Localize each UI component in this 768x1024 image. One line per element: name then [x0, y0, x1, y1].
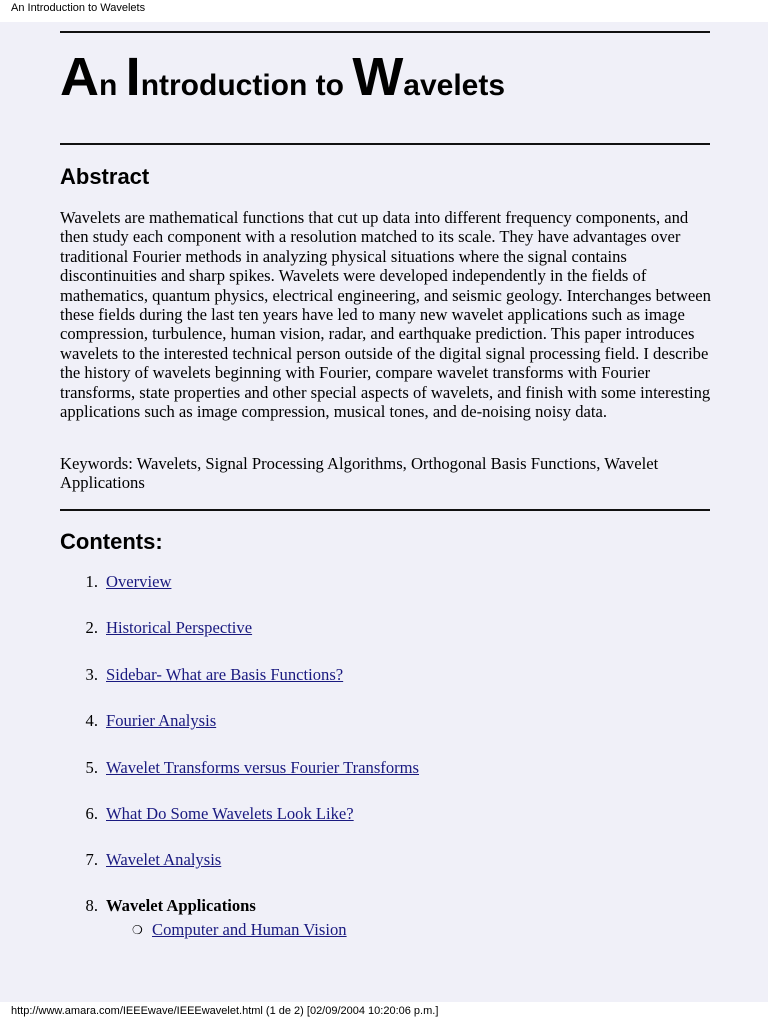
toc-link-computer-human-vision[interactable]: Computer and Human Vision — [152, 920, 347, 939]
toc-item — [60, 572, 171, 592]
toc-item — [60, 665, 343, 685]
toc-number: 6. — [85, 804, 98, 823]
toc-link-overview[interactable]: Overview — [106, 572, 172, 591]
toc-number: 4. — [85, 711, 98, 730]
toc-number: 7. — [85, 850, 98, 869]
toc-item — [60, 758, 419, 778]
keywords: Keywords: Wavelets, Signal Processing Algorithms, Orthogonal Basis Functions, Wavelet Applications — [60, 454, 659, 493]
title-part: ntroduction to — [140, 69, 353, 102]
abstract-heading: Abstract — [60, 164, 150, 189]
toc-link-historical-perspective[interactable]: Historical Perspective — [106, 618, 253, 637]
contents-heading: Contents: — [60, 529, 163, 554]
toc-item — [60, 711, 216, 731]
title-cap-a: A — [60, 47, 99, 107]
title-part: n — [99, 69, 126, 102]
toc-link-fourier-analysis[interactable]: Fourier Analysis — [106, 711, 217, 730]
toc-link-basis-functions[interactable]: Sidebar- What are Basis Functions? — [106, 665, 344, 684]
toc-number: 1. — [85, 572, 98, 591]
toc-item — [60, 804, 354, 824]
circle-bullet-icon: ❍ — [132, 923, 143, 937]
title-cap-w: W — [352, 47, 404, 107]
toc-current-section: Wavelet Applications — [106, 896, 256, 915]
abstract-body: Wavelets are mathematical functions that cut up data into different frequency components, and then study each component with a resolution matched to its scale. They have advantages over traditional Fourier methods in analyzing physical situations where the signal contains discontinuities and sharp spikes. Wavelets were developed independently in the fields of mathematics, quantum physics, electrical engineering, and seismic geology. Interchanges between these fields during the last ten years have led to many new wavelet applications such as image compression, turbulence, human vision, radar, and earthquake prediction. This paper introduces wavelets to the interested technical person outside of the digital signal processing field. I describe the history of wavelets beginning with Fourier, compare wavelet transforms with Fourier transforms, state properties and other special aspects of wavelets, and finish with some interesting applications such as image compression, musical tones, and de-noising noisy data. — [60, 208, 711, 422]
toc-item — [60, 850, 221, 870]
title-rule — [60, 143, 710, 145]
title-part: avelets — [403, 69, 506, 102]
top-rule — [60, 31, 710, 33]
toc-number: 8. — [85, 896, 98, 915]
toc-sub-item — [132, 920, 347, 940]
print-footer: http://www.amara.com/IEEEwave/IEEEwavelet.html (1 de 2) [02/09/2004 10:20:06 p.m.] — [11, 1005, 439, 1017]
title-cap-i: I — [125, 47, 141, 107]
contents-rule — [60, 509, 710, 511]
toc-number: 2. — [85, 618, 98, 637]
print-header: An Introduction to Wavelets — [11, 2, 146, 14]
toc-number: 3. — [85, 665, 98, 684]
toc-link-wavelet-vs-fourier[interactable]: Wavelet Transforms versus Fourier Transforms — [106, 758, 420, 777]
toc-link-wavelet-analysis[interactable]: Wavelet Analysis — [106, 850, 222, 869]
toc-item — [60, 896, 256, 916]
toc-item — [60, 618, 252, 638]
page — [0, 22, 768, 1002]
page-title — [60, 47, 506, 107]
toc-link-wavelets-look-like[interactable]: What Do Some Wavelets Look Like? — [106, 804, 354, 823]
toc-number: 5. — [85, 758, 98, 777]
